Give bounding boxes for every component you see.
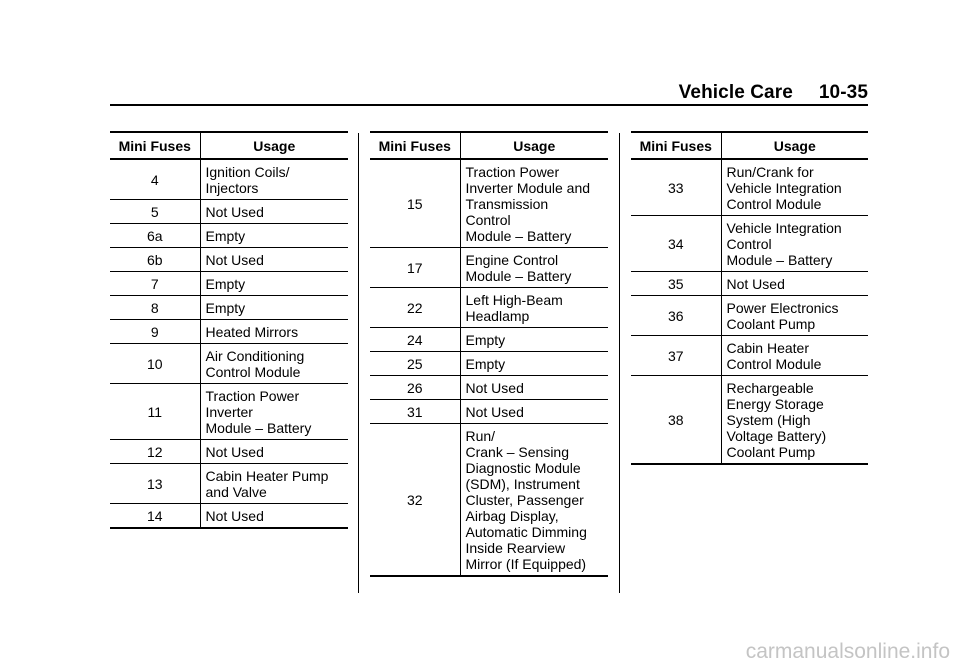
- fuse-number: 6b: [110, 248, 200, 272]
- fuse-usage: Cabin Heater Control Module: [721, 336, 868, 376]
- fuse-usage: Power Electronics Coolant Pump: [721, 296, 868, 336]
- column-divider-2: [619, 133, 620, 593]
- fuse-number: 6a: [110, 224, 200, 248]
- fuse-number: 37: [631, 336, 721, 376]
- fuse-number: 35: [631, 272, 721, 296]
- table-row: [110, 320, 348, 344]
- table-row: [110, 200, 348, 224]
- table-row: [110, 272, 348, 296]
- fuse-usage: Not Used: [460, 376, 608, 400]
- fuse-usage: Air Conditioning Control Module: [200, 344, 348, 384]
- fuse-number: 38: [631, 376, 721, 465]
- column-divider-1: [358, 133, 359, 593]
- table-row: [370, 424, 608, 577]
- fuse-usage: Not Used: [200, 248, 348, 272]
- fuse-number: 13: [110, 464, 200, 504]
- fuse-number: 17: [370, 248, 460, 288]
- table-row: [370, 400, 608, 424]
- table-row: [110, 464, 348, 504]
- fuse-number: 7: [110, 272, 200, 296]
- fuse-number: 36: [631, 296, 721, 336]
- fuse-number: 4: [110, 159, 200, 200]
- table-row: [370, 248, 608, 288]
- fuse-usage: Empty: [460, 328, 608, 352]
- fuse-usage: Run/ Crank – Sensing Diagnostic Module (SDM), Instrument Cluster, Passenger Airbag Display, Automatic Dimming Inside Rearview Mirror (If Equipped): [460, 424, 608, 577]
- table-header-row: [370, 132, 608, 159]
- fuse-number: 33: [631, 159, 721, 216]
- table-row: [110, 224, 348, 248]
- table-row: [631, 159, 868, 216]
- table-row: [110, 159, 348, 200]
- fuse-usage: Empty: [200, 224, 348, 248]
- fuse-number: 12: [110, 440, 200, 464]
- fuse-usage: Not Used: [200, 200, 348, 224]
- table-row: [370, 288, 608, 328]
- fuse-number: 5: [110, 200, 200, 224]
- fuse-number: 15: [370, 159, 460, 248]
- fuse-usage: Empty: [200, 272, 348, 296]
- fuse-usage: Rechargeable Energy Storage System (High Voltage Battery) Coolant Pump: [721, 376, 868, 465]
- fuse-number: 22: [370, 288, 460, 328]
- table-row: [110, 296, 348, 320]
- table-row: [631, 376, 868, 465]
- column-header-usage: Usage: [200, 132, 348, 159]
- fuse-usage: Empty: [200, 296, 348, 320]
- section-title: Vehicle Care: [678, 82, 793, 103]
- table-row: [110, 384, 348, 440]
- fuse-number: 25: [370, 352, 460, 376]
- column-header-usage: Usage: [721, 132, 868, 159]
- fuse-usage: Left High-Beam Headlamp: [460, 288, 608, 328]
- fuse-usage: Heated Mirrors: [200, 320, 348, 344]
- fuse-number: 11: [110, 384, 200, 440]
- table-row: [110, 440, 348, 464]
- column-header-usage: Usage: [460, 132, 608, 159]
- table-header-row: [110, 132, 348, 159]
- page-number: 10-35: [818, 82, 868, 103]
- fuse-table-2: [370, 131, 608, 577]
- table-row: [631, 272, 868, 296]
- fuse-usage: Cabin Heater Pump and Valve: [200, 464, 348, 504]
- fuse-usage: Not Used: [460, 400, 608, 424]
- watermark: carmanualsonline.info: [745, 640, 950, 663]
- fuse-number: 14: [110, 504, 200, 529]
- table-row: [110, 344, 348, 384]
- table-row: [631, 216, 868, 272]
- header-rule: [110, 104, 868, 106]
- fuse-number: 24: [370, 328, 460, 352]
- header-title: [679, 82, 868, 104]
- table-row: [370, 376, 608, 400]
- fuse-table-3: [631, 131, 868, 465]
- fuse-number: 31: [370, 400, 460, 424]
- fuse-number: 32: [370, 424, 460, 577]
- table-header-row: [631, 132, 868, 159]
- fuse-usage: Traction Power Inverter Module and Transmission Control Module – Battery: [460, 159, 608, 248]
- table-row: [370, 328, 608, 352]
- fuse-table-1: [110, 131, 348, 529]
- column-header-mini-fuses: Mini Fuses: [110, 132, 200, 159]
- table-row: [631, 336, 868, 376]
- table-row: [370, 159, 608, 248]
- fuse-number: 9: [110, 320, 200, 344]
- table-row: [370, 352, 608, 376]
- fuse-usage: Run/Crank for Vehicle Integration Control Module: [721, 159, 868, 216]
- fuse-usage: Not Used: [200, 504, 348, 529]
- table-row: [631, 296, 868, 336]
- fuse-usage: Traction Power Inverter Module – Battery: [200, 384, 348, 440]
- fuse-usage: Vehicle Integration Control Module – Battery: [721, 216, 868, 272]
- fuse-usage: Engine Control Module – Battery: [460, 248, 608, 288]
- fuse-usage: Empty: [460, 352, 608, 376]
- fuse-number: 10: [110, 344, 200, 384]
- fuse-number: 26: [370, 376, 460, 400]
- column-header-mini-fuses: Mini Fuses: [370, 132, 460, 159]
- table-row: [110, 504, 348, 529]
- fuse-usage: Ignition Coils/ Injectors: [200, 159, 348, 200]
- column-header-mini-fuses: Mini Fuses: [631, 132, 721, 159]
- fuse-usage: Not Used: [721, 272, 868, 296]
- page-header: [110, 82, 868, 104]
- fuse-number: 8: [110, 296, 200, 320]
- fuse-usage: Not Used: [200, 440, 348, 464]
- table-row: [110, 248, 348, 272]
- fuse-number: 34: [631, 216, 721, 272]
